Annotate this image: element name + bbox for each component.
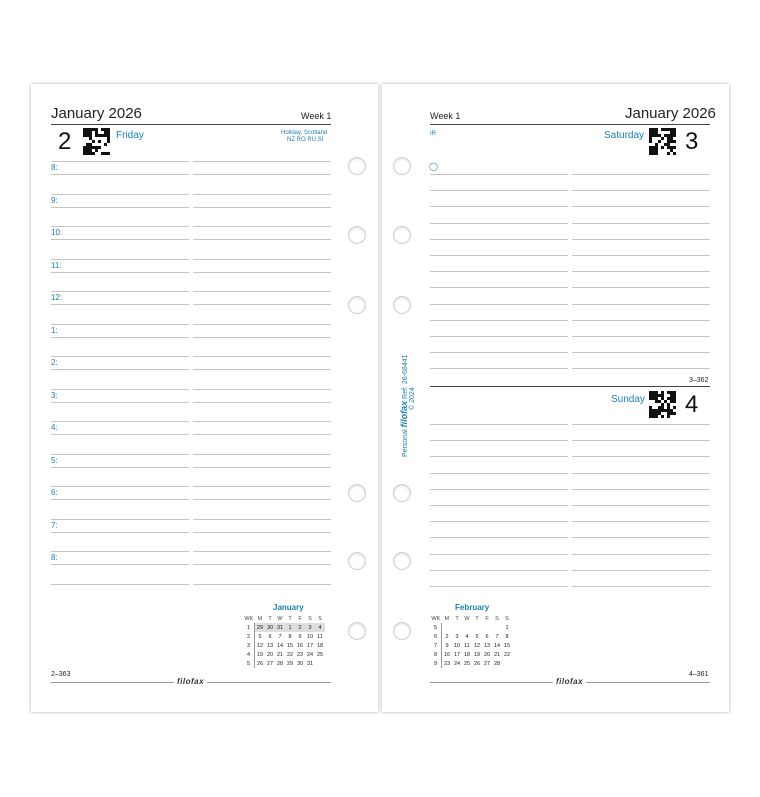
calendar-header: W bbox=[277, 615, 283, 622]
calendar-day: 31 bbox=[276, 624, 284, 631]
line bbox=[193, 272, 331, 273]
calendar-day: 8 bbox=[430, 650, 442, 659]
calendar-day: 12 bbox=[473, 642, 481, 649]
calendar-header: S bbox=[495, 615, 499, 622]
filofax-logo: filofax bbox=[174, 677, 207, 686]
spine-brand: filofax bbox=[399, 400, 409, 428]
line bbox=[51, 519, 189, 520]
ring-hole bbox=[348, 157, 366, 175]
calendar-day: 13 bbox=[483, 642, 491, 649]
calendar-day: 2 bbox=[295, 623, 305, 632]
line bbox=[193, 337, 331, 338]
line bbox=[430, 521, 568, 522]
line bbox=[193, 564, 331, 565]
calendar-header: M bbox=[257, 615, 263, 622]
calendar-day: 10 bbox=[453, 642, 461, 649]
calendar-day: 20 bbox=[266, 651, 274, 658]
line bbox=[51, 291, 189, 292]
calendar-day: 26 bbox=[256, 660, 264, 667]
hour-label: 2: bbox=[51, 358, 58, 367]
ring-hole bbox=[393, 296, 411, 314]
ring-hole bbox=[348, 622, 366, 640]
calendar-day: 11 bbox=[317, 633, 323, 640]
line bbox=[572, 223, 710, 224]
line bbox=[430, 368, 568, 369]
calendar-day: 6 bbox=[485, 633, 489, 640]
holiday-note: Holiday, Scotland bbox=[281, 130, 328, 136]
line bbox=[572, 190, 710, 191]
header-rule bbox=[51, 124, 331, 125]
qr-code-icon bbox=[649, 128, 676, 155]
calendar-day: 30 bbox=[266, 624, 274, 631]
calendar-day: 29 bbox=[255, 623, 266, 632]
calendar-day: 16 bbox=[443, 651, 451, 658]
calendar-header: WK bbox=[431, 615, 441, 622]
line bbox=[430, 223, 568, 224]
line bbox=[430, 570, 568, 571]
line bbox=[572, 424, 710, 425]
calendar-day: 3 bbox=[243, 641, 255, 650]
calendar-day: 22 bbox=[503, 651, 511, 658]
line bbox=[430, 304, 568, 305]
calendar-header: T bbox=[288, 615, 292, 622]
calendar-day: 28 bbox=[276, 660, 284, 667]
calendar-day: 11 bbox=[464, 642, 470, 649]
line bbox=[193, 356, 331, 357]
line bbox=[193, 161, 331, 162]
hour-label: 10: bbox=[51, 228, 63, 237]
spine-copyright: © 2024 bbox=[409, 387, 416, 410]
line bbox=[193, 239, 331, 240]
line bbox=[193, 369, 331, 370]
hour-label: 3: bbox=[51, 390, 58, 400]
calendar-day bbox=[452, 623, 462, 632]
calendar-day: 5 bbox=[243, 659, 255, 668]
calendar-day: 17 bbox=[306, 642, 314, 649]
calendar-day: 21 bbox=[493, 651, 501, 658]
calendar-header: W bbox=[464, 615, 470, 622]
calendar-day: 15 bbox=[503, 642, 511, 649]
line bbox=[430, 554, 568, 555]
calendar-day: 9 bbox=[445, 642, 449, 649]
calendar-day: 2 bbox=[243, 632, 255, 641]
calendar-day: 19 bbox=[473, 651, 481, 658]
line bbox=[430, 489, 568, 490]
line bbox=[193, 421, 331, 422]
calendar-day: 31 bbox=[306, 660, 314, 667]
line bbox=[51, 584, 189, 585]
calendar-day: 24 bbox=[306, 651, 314, 658]
line bbox=[430, 239, 568, 240]
calendar-day: 7 bbox=[495, 633, 499, 640]
calendar-day: 25 bbox=[316, 651, 324, 658]
line bbox=[51, 467, 189, 468]
ring-hole bbox=[393, 226, 411, 244]
line bbox=[572, 174, 710, 175]
calendar-day: 24 bbox=[453, 660, 461, 667]
line bbox=[572, 368, 710, 369]
moon-phase-icon: ◯ bbox=[429, 162, 438, 171]
qr-code-icon bbox=[83, 128, 110, 155]
line bbox=[193, 467, 331, 468]
spine-ref: Ref: 26-68441 bbox=[402, 354, 409, 399]
line bbox=[572, 521, 710, 522]
calendar-day: 26 bbox=[473, 660, 481, 667]
calendar-day bbox=[462, 623, 472, 632]
hour-label: 8: bbox=[51, 553, 58, 562]
line bbox=[51, 551, 189, 552]
day-name: Friday bbox=[116, 130, 144, 141]
mini-calendar-title: January bbox=[273, 603, 304, 612]
calendar-day: 2 bbox=[445, 633, 449, 640]
ring-hole bbox=[393, 552, 411, 570]
line bbox=[193, 434, 331, 435]
line bbox=[572, 537, 710, 538]
line bbox=[51, 304, 189, 305]
calendar-day: 21 bbox=[276, 651, 284, 658]
line bbox=[51, 337, 189, 338]
line bbox=[51, 421, 189, 422]
left-diary-page bbox=[31, 84, 378, 712]
line bbox=[572, 336, 710, 337]
line bbox=[193, 194, 331, 195]
line bbox=[51, 454, 189, 455]
line bbox=[193, 402, 331, 403]
line bbox=[193, 499, 331, 500]
calendar-day: 18 bbox=[316, 642, 324, 649]
calendar-day: 23 bbox=[443, 660, 451, 667]
filofax-logo: filofax bbox=[553, 677, 586, 686]
calendar-header: T bbox=[475, 615, 479, 622]
line bbox=[430, 456, 568, 457]
calendar-day bbox=[472, 623, 482, 632]
line bbox=[430, 336, 568, 337]
calendar-day bbox=[482, 623, 492, 632]
hour-label: 8: bbox=[51, 163, 58, 172]
spine-personal: Personal bbox=[402, 429, 409, 457]
hour-label: 5: bbox=[51, 455, 58, 465]
weekend-divider bbox=[430, 386, 710, 387]
saturday-page-ref: 3–362 bbox=[689, 377, 709, 384]
line bbox=[51, 226, 189, 227]
calendar-day: 25 bbox=[463, 660, 471, 667]
calendar-day: 9 bbox=[430, 659, 442, 668]
line bbox=[572, 352, 710, 353]
mini-calendar-february bbox=[430, 614, 512, 668]
line bbox=[572, 320, 710, 321]
line bbox=[430, 505, 568, 506]
hour-label: 9: bbox=[51, 195, 58, 205]
line bbox=[51, 174, 189, 175]
hour-label: 11: bbox=[51, 260, 62, 270]
line bbox=[193, 324, 331, 325]
calendar-day: 1 bbox=[243, 623, 255, 632]
calendar-day: 22 bbox=[286, 651, 294, 658]
line bbox=[193, 551, 331, 552]
mini-calendar-title: February bbox=[455, 603, 490, 612]
calendar-day: 1 bbox=[505, 624, 509, 631]
line bbox=[51, 272, 189, 273]
week-label: Week 1 bbox=[301, 111, 332, 121]
calendar-day bbox=[502, 659, 512, 668]
page-ref: 2–363 bbox=[51, 671, 71, 678]
line bbox=[51, 194, 189, 195]
calendar-day bbox=[492, 623, 502, 632]
line bbox=[51, 389, 189, 390]
calendar-day: 19 bbox=[256, 651, 264, 658]
calendar-header: F bbox=[485, 615, 489, 622]
calendar-day: 18 bbox=[463, 651, 471, 658]
sunday-number: 4 bbox=[685, 391, 699, 418]
line bbox=[430, 271, 568, 272]
line bbox=[193, 291, 331, 292]
calendar-day: 7 bbox=[278, 633, 282, 640]
calendar-header: S bbox=[308, 615, 312, 622]
calendar-day: 27 bbox=[483, 660, 491, 667]
calendar-day: 30 bbox=[296, 660, 304, 667]
line bbox=[572, 473, 710, 474]
day-number: 2 bbox=[58, 128, 72, 155]
line bbox=[51, 259, 189, 260]
week-label: Week 1 bbox=[430, 111, 461, 121]
line bbox=[430, 190, 568, 191]
calendar-header: S bbox=[318, 615, 322, 622]
line bbox=[193, 207, 331, 208]
line bbox=[193, 226, 331, 227]
line bbox=[572, 440, 710, 441]
line bbox=[51, 532, 189, 533]
calendar-day: 17 bbox=[453, 651, 461, 658]
calendar-day: 4 bbox=[465, 633, 469, 640]
ring-hole bbox=[348, 552, 366, 570]
hour-label: 1: bbox=[51, 325, 58, 335]
hour-label: 6: bbox=[51, 488, 58, 497]
line bbox=[572, 206, 710, 207]
line bbox=[430, 320, 568, 321]
calendar-day: 8 bbox=[288, 633, 292, 640]
line bbox=[51, 356, 189, 357]
month-title: January 2026 bbox=[51, 105, 142, 122]
line bbox=[51, 486, 189, 487]
line bbox=[572, 255, 710, 256]
line bbox=[430, 174, 568, 175]
calendar-day: 3 bbox=[455, 633, 459, 640]
calendar-day: 27 bbox=[266, 660, 274, 667]
line bbox=[430, 473, 568, 474]
line bbox=[430, 287, 568, 288]
line bbox=[572, 239, 710, 240]
line bbox=[193, 304, 331, 305]
line bbox=[51, 499, 189, 500]
calendar-day: 4 bbox=[243, 650, 255, 659]
calendar-day: 6 bbox=[430, 632, 442, 641]
line bbox=[193, 454, 331, 455]
calendar-header: S bbox=[505, 615, 509, 622]
line bbox=[51, 369, 189, 370]
calendar-day: 28 bbox=[493, 660, 501, 667]
calendar-header: F bbox=[298, 615, 302, 622]
mini-calendar-january bbox=[243, 614, 325, 668]
calendar-day: 10 bbox=[306, 633, 314, 640]
calendar-day: 16 bbox=[296, 642, 304, 649]
line bbox=[430, 586, 568, 587]
saturday-name: Saturday bbox=[604, 130, 645, 141]
ring-hole bbox=[348, 296, 366, 314]
ir-label: IR bbox=[430, 131, 436, 137]
line bbox=[51, 434, 189, 435]
calendar-day: 4 bbox=[315, 623, 325, 632]
calendar-day: 3 bbox=[305, 623, 315, 632]
right-diary-page bbox=[382, 84, 729, 712]
ring-hole bbox=[348, 226, 366, 244]
line bbox=[193, 486, 331, 487]
saturday-number: 3 bbox=[685, 128, 699, 155]
hour-label: 12: bbox=[51, 293, 63, 302]
line bbox=[572, 554, 710, 555]
line bbox=[430, 352, 568, 353]
ring-hole bbox=[393, 157, 411, 175]
page-ref: 4–361 bbox=[689, 671, 709, 678]
line bbox=[430, 440, 568, 441]
month-title: January 2026 bbox=[625, 105, 716, 122]
calendar-day: 5 bbox=[475, 633, 479, 640]
line bbox=[572, 287, 710, 288]
line bbox=[193, 532, 331, 533]
calendar-day: 1 bbox=[285, 623, 295, 632]
line bbox=[572, 489, 710, 490]
ring-hole bbox=[393, 622, 411, 640]
calendar-day: 8 bbox=[505, 633, 509, 640]
calendar-day: 5 bbox=[430, 623, 442, 632]
line bbox=[51, 239, 189, 240]
line bbox=[430, 206, 568, 207]
sunday-name: Sunday bbox=[611, 394, 645, 405]
calendar-header: T bbox=[455, 615, 459, 622]
line bbox=[572, 304, 710, 305]
line bbox=[51, 161, 189, 162]
calendar-day: 13 bbox=[266, 642, 274, 649]
calendar-header: T bbox=[268, 615, 272, 622]
ring-hole bbox=[348, 484, 366, 502]
hour-label: 4: bbox=[51, 423, 58, 432]
line bbox=[51, 402, 189, 403]
calendar-header: M bbox=[444, 615, 450, 622]
calendar-day bbox=[442, 623, 453, 632]
header-rule bbox=[430, 124, 710, 125]
line bbox=[51, 324, 189, 325]
line bbox=[193, 259, 331, 260]
line bbox=[51, 207, 189, 208]
line bbox=[430, 424, 568, 425]
calendar-day: 7 bbox=[430, 641, 442, 650]
line bbox=[430, 537, 568, 538]
calendar-day: 23 bbox=[296, 651, 304, 658]
line bbox=[572, 570, 710, 571]
calendar-day: 14 bbox=[493, 642, 501, 649]
holiday-countries: NZ RO RU SI bbox=[287, 137, 324, 143]
line bbox=[193, 174, 331, 175]
line bbox=[193, 584, 331, 585]
calendar-header: WK bbox=[244, 615, 254, 622]
qr-code-icon bbox=[649, 391, 676, 418]
line bbox=[572, 586, 710, 587]
calendar-day: 15 bbox=[286, 642, 294, 649]
line bbox=[193, 519, 331, 520]
ring-hole bbox=[393, 484, 411, 502]
calendar-day: 5 bbox=[258, 633, 262, 640]
calendar-day: 14 bbox=[276, 642, 284, 649]
line bbox=[572, 456, 710, 457]
line bbox=[572, 271, 710, 272]
calendar-day: 9 bbox=[298, 633, 302, 640]
calendar-day: 12 bbox=[256, 642, 264, 649]
line bbox=[51, 564, 189, 565]
hour-label: 7: bbox=[51, 520, 58, 530]
line bbox=[430, 255, 568, 256]
calendar-day bbox=[315, 659, 325, 668]
calendar-day: 20 bbox=[483, 651, 491, 658]
spine-imprint bbox=[399, 355, 409, 457]
calendar-day: 6 bbox=[268, 633, 272, 640]
calendar-day: 29 bbox=[286, 660, 294, 667]
line bbox=[572, 505, 710, 506]
line bbox=[193, 389, 331, 390]
